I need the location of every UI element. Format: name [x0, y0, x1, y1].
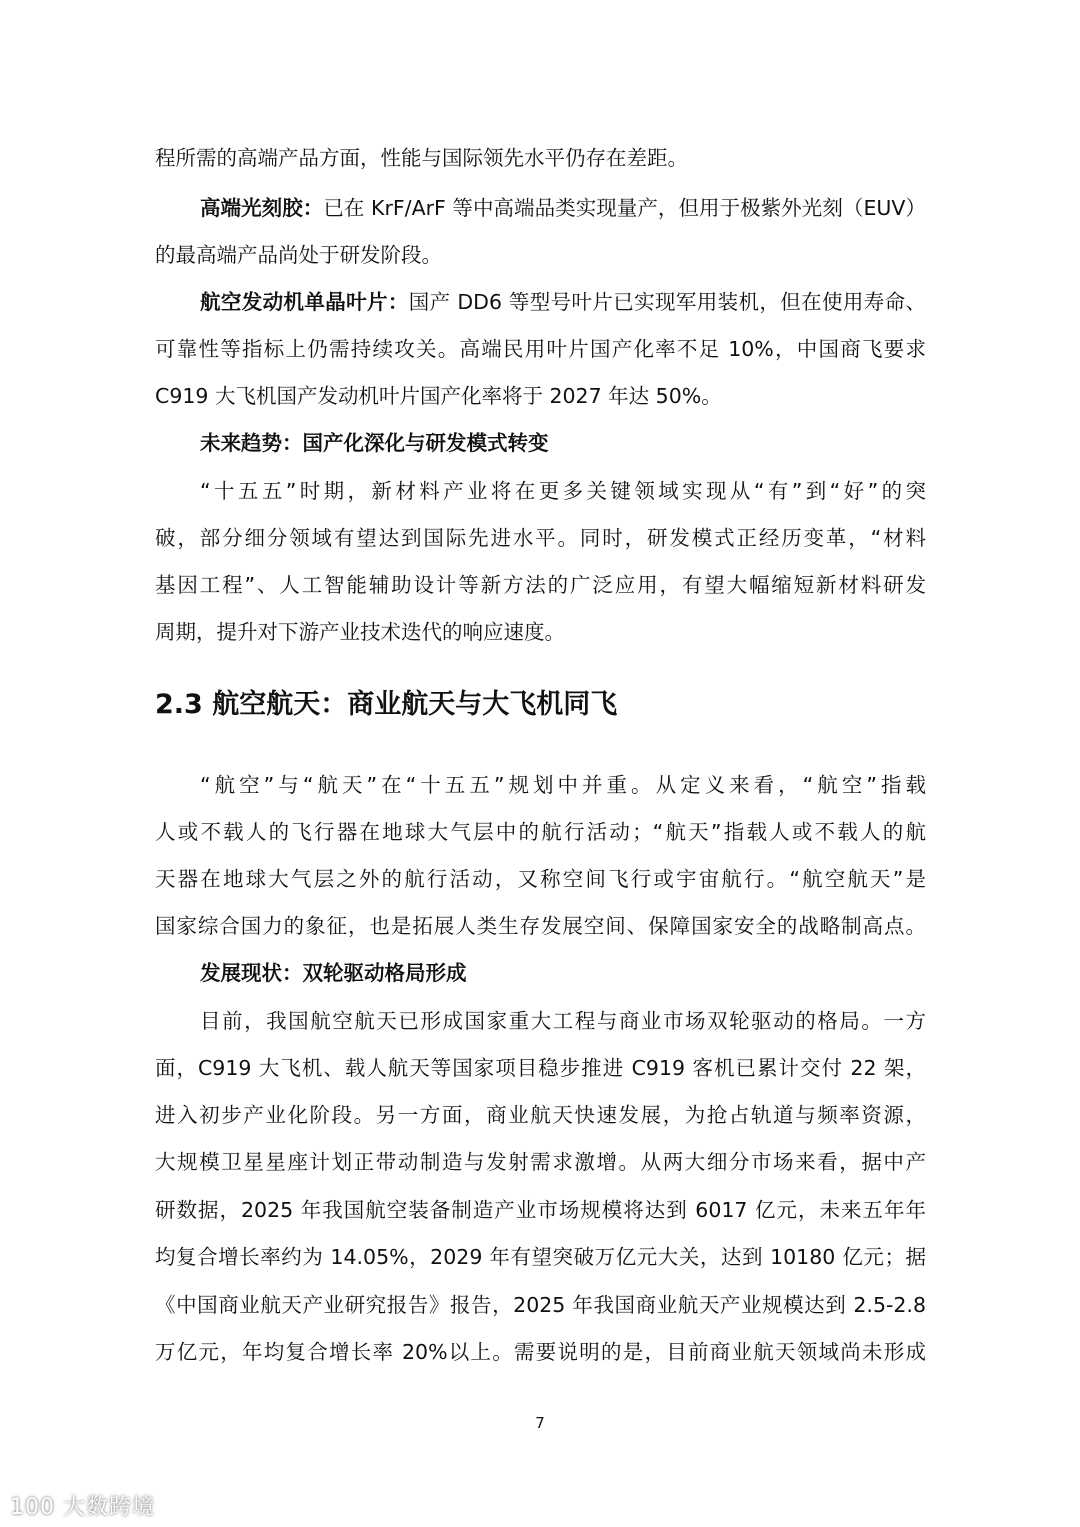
- paragraph-line: [200, 193, 926, 223]
- paragraph-line: 目前，我国航空航天已形成国家重大工程与商业市场双轮驱动的格局。一方: [200, 1009, 926, 1033]
- paragraph-line: 大规模卫星星座计划正带动制造与发射需求激增。从两大细分市场来看，据中产: [155, 1150, 926, 1174]
- paragraph-line: [200, 287, 926, 317]
- paragraph-line: 《中国商业航天产业研究报告》报告，2025 年我国商业航天产业规模达到 2.5-2.8: [155, 1293, 926, 1317]
- subheading: 发展现状：双轮驱动格局形成: [200, 961, 467, 985]
- paragraph-line: 国家综合国力的象征，也是拓展人类生存发展空间、保障国家安全的战略制高点。: [155, 914, 926, 938]
- paragraph-line: “十五五”时期，新材料产业将在更多关键领域实现从“有”到“好”的突: [200, 479, 926, 503]
- bold-lead: 航空发动机单晶叶片：: [200, 290, 409, 314]
- paragraph-line: 可靠性等指标上仍需持续攻关。高端民用叶片国产化率不足 10%，中国商飞要求: [155, 337, 926, 361]
- paragraph-line: 的最高端产品尚处于研发阶段。: [155, 243, 442, 267]
- paragraph-line: 破，部分细分领域有望达到国际先进水平。同时，研发模式正经历变革，“材料: [155, 526, 926, 550]
- paragraph-line: 万亿元，年均复合增长率 20%以上。需要说明的是，目前商业航天领域尚未形成: [155, 1340, 926, 1364]
- page-number: 7: [535, 1414, 545, 1432]
- bold-lead: 高端光刻胶：: [200, 196, 324, 220]
- paragraph-line: 基因工程”、人工智能辅助设计等新方法的广泛应用，有望大幅缩短新材料研发: [155, 573, 926, 597]
- paragraph-line: 人或不载人的飞行器在地球大气层中的航行活动；“航天”指载人或不载人的航: [155, 820, 926, 844]
- paragraph-line: 面，C919 大飞机、载人航天等国家项目稳步推进 C919 客机已累计交付 22 架，: [155, 1056, 926, 1080]
- text: 已在 KrF/ArF 等中高端品类实现量产，但用于极紫外光刻（EUV）: [323, 196, 927, 220]
- paragraph-line: 研数据，2025 年我国航空装备制造产业市场规模将达到 6017 亿元，未来五年年: [155, 1198, 926, 1222]
- section-heading: 2.3 航空航天：商业航天与大飞机同飞: [155, 689, 618, 720]
- watermark-logo: 100 大数跨境: [10, 1495, 155, 1520]
- paragraph-line: 周期，提升对下游产业技术迭代的响应速度。: [155, 620, 565, 644]
- paragraph-line: 进入初步产业化阶段。另一方面，商业航天快速发展，为抢占轨道与频率资源，: [155, 1103, 926, 1127]
- paragraph-line: C919 大飞机国产发动机叶片国产化率将于 2027 年达 50%。: [155, 384, 722, 408]
- paragraph-line: 程所需的高端产品方面，性能与国际领先水平仍存在差距。: [155, 146, 688, 170]
- paragraph-line: 均复合增长率约为 14.05%，2029 年有望突破万亿元大关，达到 10180 亿元；据: [155, 1245, 926, 1269]
- paragraph-line: “航空”与“航天”在“十五五”规划中并重。从定义来看，“航空”指载: [200, 773, 926, 797]
- paragraph-line: 天器在地球大气层之外的航行活动，又称空间飞行或宇宙航行。“航空航天”是: [155, 867, 926, 891]
- subheading: 未来趋势：国产化深化与研发模式转变: [200, 431, 549, 455]
- text: 国产 DD6 等型号叶片已实现军用装机，但在使用寿命、: [408, 290, 926, 314]
